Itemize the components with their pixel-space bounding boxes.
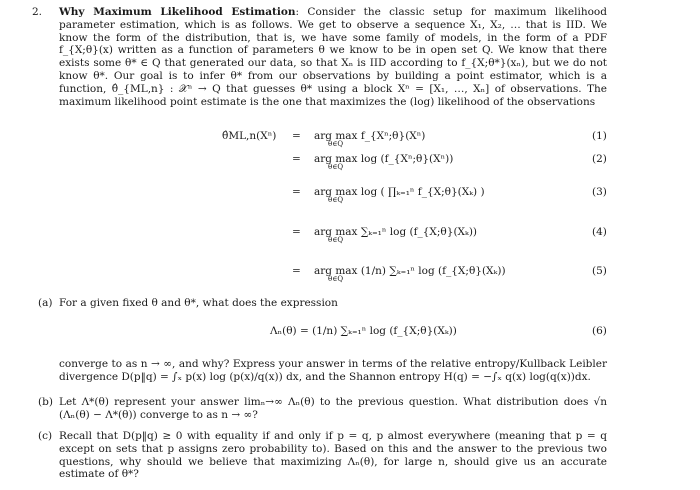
eq1-rhs-text: arg max f_{Xⁿ;θ}(Xⁿ)	[314, 130, 426, 142]
eq5-rhs-text: arg max (1/n) ∑ₖ₌₁ⁿ log (f_{X;θ}(Xₖ))	[314, 265, 506, 277]
question-title: Why Maximum Likelihood Estimation	[59, 6, 296, 18]
part-b-label: (b)	[38, 396, 53, 408]
part-a-text: For a given fixed θ and θ*, what does the expression	[59, 297, 338, 309]
eq2-number: (2)	[592, 153, 607, 165]
question-intro	[59, 6, 607, 108]
eq2-rhs-text: arg max log (f_{Xⁿ;θ}(Xⁿ))	[314, 153, 454, 165]
eq1-rel: =	[292, 130, 301, 142]
eq5-rel: =	[292, 265, 301, 277]
eq4-rhs-text: arg max ∑ₖ₌₁ⁿ log (f_{X;θ}(Xₖ))	[314, 226, 478, 238]
eq1-rhs	[314, 130, 425, 148]
eq5-number: (5)	[592, 265, 607, 277]
eq4-rel: =	[292, 226, 301, 238]
eq1-lhs: θ̂ML,n(Xⁿ)	[222, 130, 277, 142]
question-intro-text: : Consider the classic setup for maximum likelihood parameter estimation, which is as follows. We get to observe a sequence X₁, X₂, … that is IID. We know the form of the distribution, that is, we have some family of models, in the form of a PDF f_{X;θ}(x) written as a function of parameters θ we know to be in open set Q. We know that there exists some θ* ∈ Q that generated our data, so that Xₙ is IID according to f_{X;θ*}(xₙ), but we do not know θ*. Our goal is to infer θ* from our observations by building a point estimator, which is a function, θ̂_{ML,n} : 𝒳ⁿ → Q that guesses θ* using a block Xⁿ = [X₁, …, Xₙ] of observations. The maximum likelihood point estimate is the one that maximizes the (log) likelihood of the observations	[59, 6, 607, 108]
eq4-number: (4)	[592, 226, 607, 238]
part-a-equation: Λₙ(θ) = (1/n) ∑ₖ₌₁ⁿ log (f_{X;θ}(Xₖ))	[270, 325, 457, 337]
part-a-eqnum: (6)	[592, 325, 607, 337]
eq4-sub: θ∈Q	[328, 236, 344, 244]
eq1-sub: θ∈Q	[328, 140, 344, 148]
eq3-rhs-text: arg max log ( ∏ₖ₌₁ⁿ f_{X;θ}(Xₖ) )	[314, 186, 485, 198]
part-c-text: Recall that D(p‖q) ≥ 0 with equality if and only if p = q, p almost everywhere (meaning that p = q except on sets that p assigns zero probability to). Based on this and the answer to the previous two questions, why should we believe that maximizing Λₙ(θ), for large n, should give us an accurate estimate of θ*?	[59, 430, 607, 481]
eq4-rhs	[314, 226, 477, 244]
eq3-number: (3)	[592, 186, 607, 198]
eq2-sub: θ∈Q	[328, 163, 344, 171]
eq3-rel: =	[292, 186, 301, 198]
part-a-followup: converge to as n → ∞, and why? Express your answer in terms of the relative entropy/Kullback Leibler divergence D(p‖q) = ∫ₓ p(x) log (p(x)/q(x)) dx, and the Shannon entropy H(q) = −∫ₓ q(x) log(q(x))dx.	[59, 358, 607, 383]
eq5-sub: θ∈Q	[328, 275, 344, 283]
eq3-sub: θ∈Q	[328, 196, 344, 204]
part-b-text: Let Λ*(θ) represent your answer limₙ→∞ Λₙ(θ) to the previous question. What distribution does √n (Λₙ(θ) − Λ*(θ)) converge to as n → ∞?	[59, 396, 607, 421]
eq5-rhs	[314, 265, 506, 283]
question-number: 2.	[32, 6, 43, 18]
part-c-label: (c)	[38, 430, 53, 442]
part-a-label: (a)	[38, 297, 53, 309]
eq1-number: (1)	[592, 130, 607, 142]
eq3-rhs	[314, 186, 485, 204]
eq2-rhs	[314, 153, 453, 171]
eq2-rel: =	[292, 153, 301, 165]
